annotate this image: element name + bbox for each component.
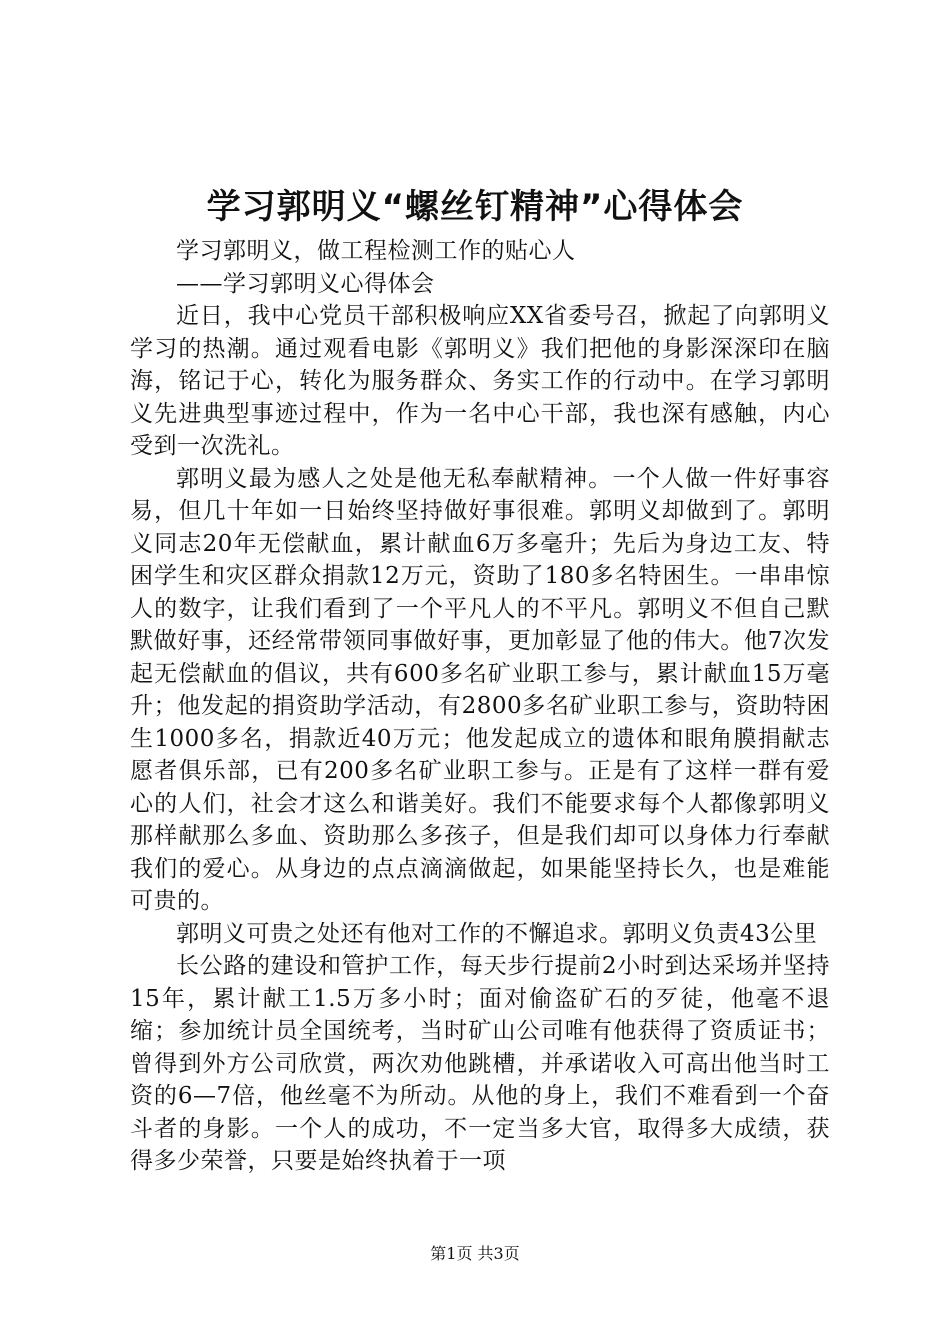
page-footer: 第1页 共3页 <box>430 1244 520 1263</box>
paragraph: 近日，我中心党员干部积极响应XX省委号召，掀起了向郭明义学习的热潮。通过观看电影《郭明义》我们把他的身影深深印在脑海，铭记于心，转化为服务群众、务实工作的行动中。在学习郭明义先进典型事迹过程中，作为一名中心干部，我也深有感触，内心受到一次洗礼。 <box>130 303 830 459</box>
document-title: 学习郭明义“螺丝钉精神”心得体会 <box>206 187 744 227</box>
document-subheading: ——学习郭明义心得体会 <box>176 270 435 297</box>
paragraph: 郭明义可贵之处还有他对工作的不懈追求。郭明义负责43公里 <box>176 920 818 947</box>
paragraph: 长公路的建设和管护工作，每天步行提前2小时到达采场并坚持15年，累计献工1.5万多小时；面对偷盗矿石的歹徒，他毫不退缩；参加统计员全国统考，当时矿山公司唯有他获得了资质证书；曾得到外方公司欣赏，两次劝他跳槽，并承诺收入可高出他当时工资的6—7倍，他丝毫不为所动。从他的身上，我们不难看到一个奋斗者的身影。一个人的成功，不一定当多大官，取得多大成绩，获得多少荣誉，只要是始终执着于一项 <box>130 953 830 1174</box>
document-body <box>130 235 830 1178</box>
paragraph: 郭明义最为感人之处是他无私奉献精神。一个人做一件好事容易，但几十年如一日始终坚持做好事很难。郭明义却做到了。郭明义同志20年无偿献血，累计献血6万多毫升；先后为身边工友、特困学生和灾区群众捐款12万元，资助了180多名特困生。一串串惊人的数字，让我们看到了一个平凡人的不平凡。郭明义不但自己默默做好事，还经常带领同事做好事，更加彰显了他的伟大。他7次发起无偿献血的倡议，共有600多名矿业职工参与，累计献血15万毫升；他发起的捐资助学活动，有2800多名矿业职工参与，资助特困生1000多名，捐款近40万元；他发起成立的遗体和眼角膜捐献志愿者俱乐部，已有200多名矿业职工参与。正是有了这样一群有爱心的人们，社会才这么和谐美好。我们不能要求每个人都像郭明义那样献那么多血、资助那么多孩子，但是我们却可以身体力行奉献我们的爱心。从身边的点点滴滴做起，如果能坚持长久，也是难能可贵的。 <box>130 465 830 914</box>
document-subtitle: 学习郭明义，做工程检测工作的贴心人 <box>176 238 576 264</box>
